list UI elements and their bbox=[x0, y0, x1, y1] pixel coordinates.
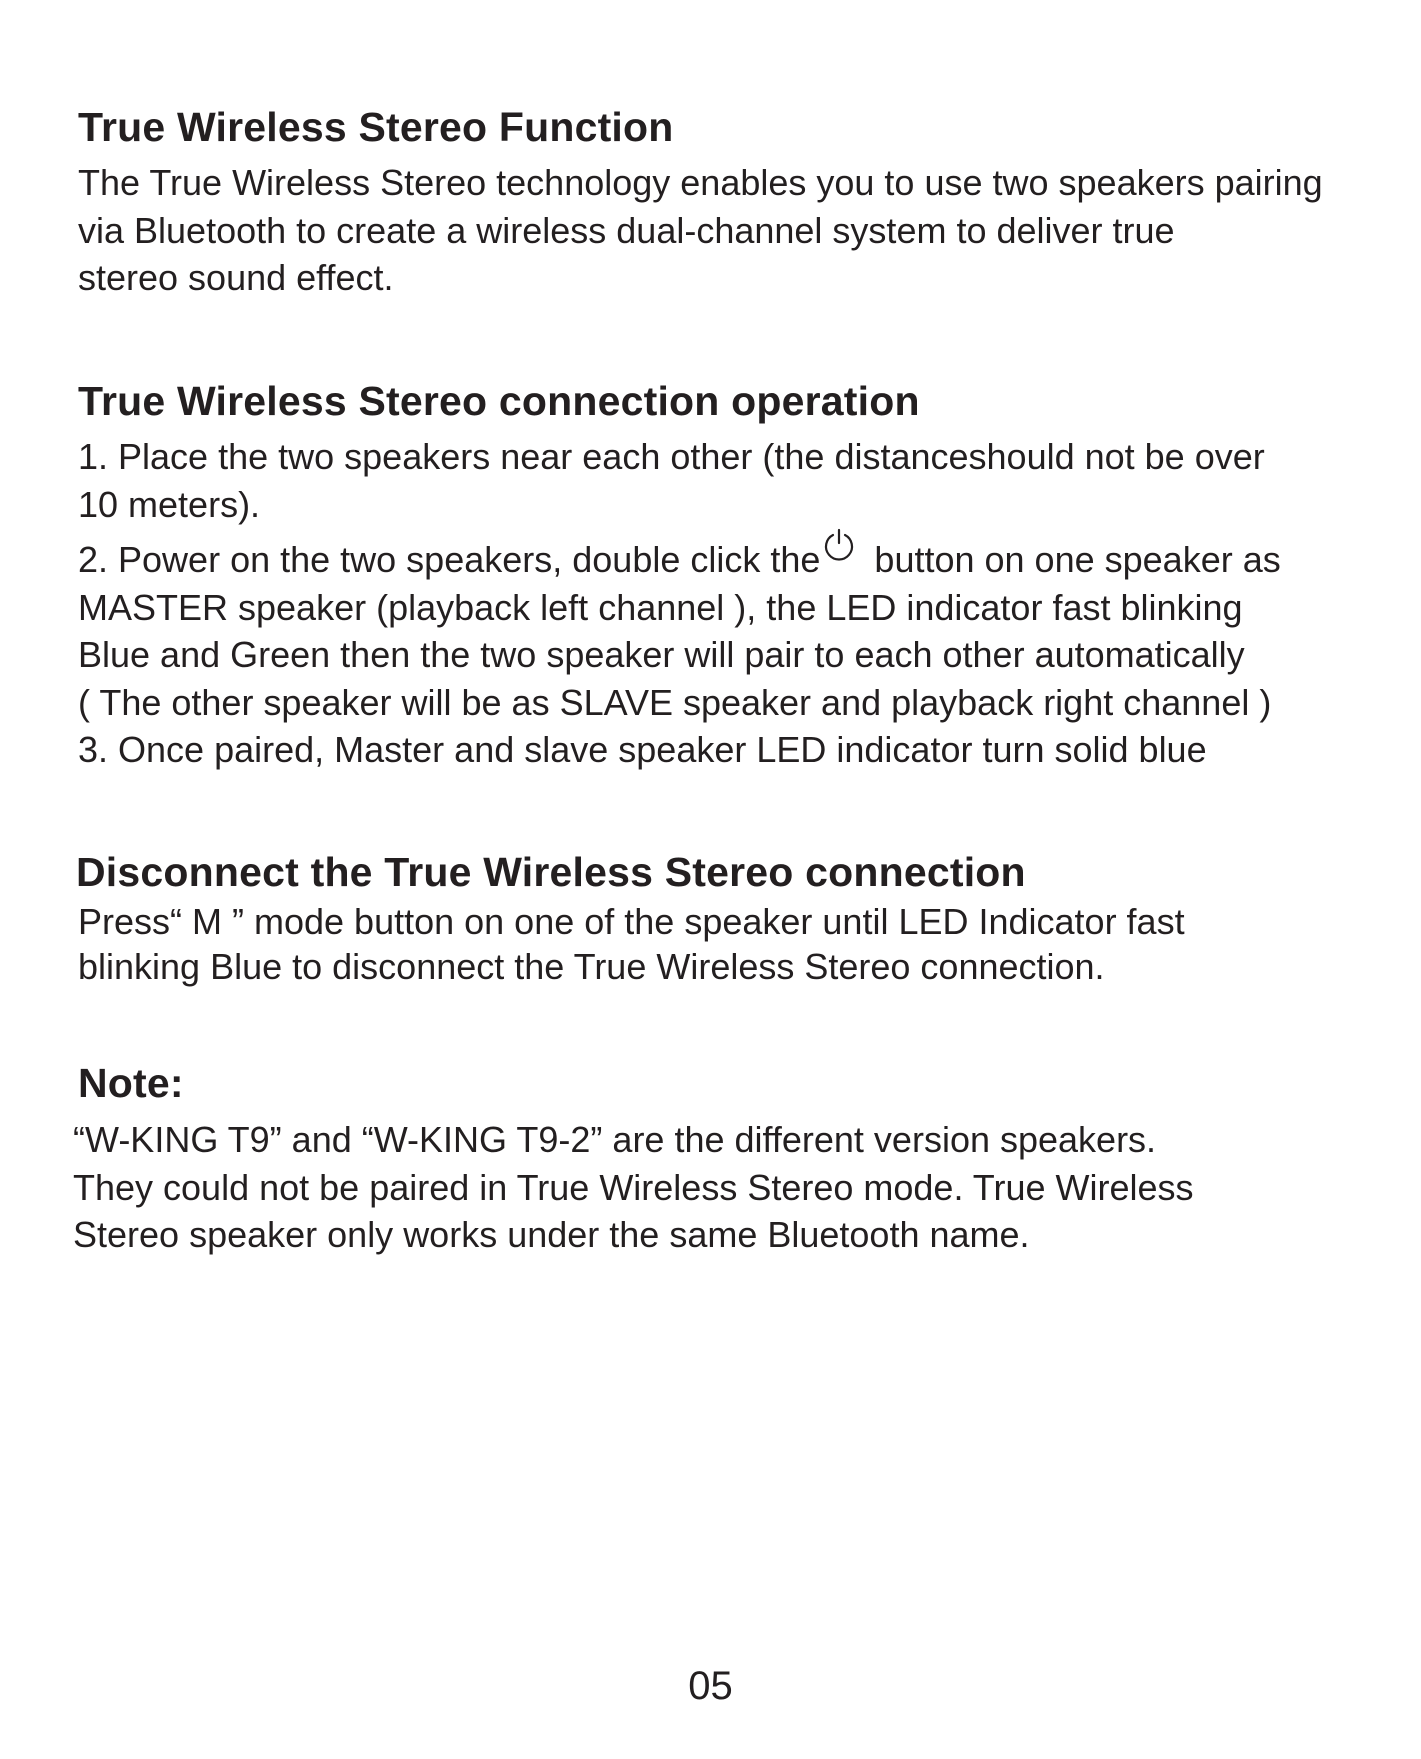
text-line: via Bluetooth to create a wireless dual-channel system to deliver true bbox=[78, 209, 1175, 251]
paragraph-tws-connection bbox=[78, 433, 1368, 774]
paragraph-note bbox=[73, 1116, 1368, 1259]
step-1-line: 1. Place the two speakers near each other (the distanceshould not be over bbox=[78, 436, 1265, 477]
section-note bbox=[73, 1059, 1368, 1259]
step-1-line: 10 meters). bbox=[78, 483, 261, 525]
heading-tws-connection: True Wireless Stereo connection operation bbox=[78, 378, 920, 424]
text-line: Press“ M ” mode button on one of the speaker until LED Indicator fast bbox=[78, 901, 1185, 942]
step-2-line: Blue and Green then the two speaker will pair to each other automatically bbox=[78, 634, 1245, 675]
step-2-prefix: 2. Power on the two speakers, double click the bbox=[78, 539, 821, 580]
paragraph-tws-function bbox=[78, 159, 1368, 302]
section-disconnect bbox=[76, 848, 1366, 989]
heading-disconnect: Disconnect the True Wireless Stereo connection bbox=[76, 849, 1026, 895]
step-3-line: 3. Once paired, Master and slave speaker LED indicator turn solid blue bbox=[78, 729, 1207, 770]
section-tws-connection bbox=[78, 377, 1368, 774]
step-2-suffix: button on one speaker as bbox=[874, 539, 1281, 580]
step-2-line: MASTER speaker (playback left channel ), the LED indicator fast blinking bbox=[78, 586, 1243, 628]
text-line: The True Wireless Stereo technology enables you to use two speakers pairing bbox=[78, 162, 1323, 203]
paragraph-disconnect bbox=[78, 899, 1366, 989]
power-icon bbox=[822, 528, 856, 562]
text-line: Stereo speaker only works under the same Bluetooth name. bbox=[73, 1214, 1030, 1255]
text-line: “W-KING T9” and “W-KING T9-2” are the different version speakers. bbox=[73, 1119, 1157, 1160]
step-2-first-line bbox=[78, 528, 1368, 584]
heading-note: Note: bbox=[78, 1060, 184, 1106]
text-line: blinking Blue to disconnect the True Wireless Stereo connection. bbox=[78, 946, 1105, 987]
section-tws-function bbox=[78, 103, 1368, 302]
heading-tws-function: True Wireless Stereo Function bbox=[78, 104, 674, 150]
text-line: stereo sound effect. bbox=[78, 257, 394, 298]
page-number: 05 bbox=[688, 1664, 733, 1708]
step-2-line: ( The other speaker will be as SLAVE speaker and playback right channel ) bbox=[78, 681, 1272, 723]
text-line: They could not be paired in True Wireless Stereo mode. True Wireless bbox=[73, 1166, 1194, 1208]
